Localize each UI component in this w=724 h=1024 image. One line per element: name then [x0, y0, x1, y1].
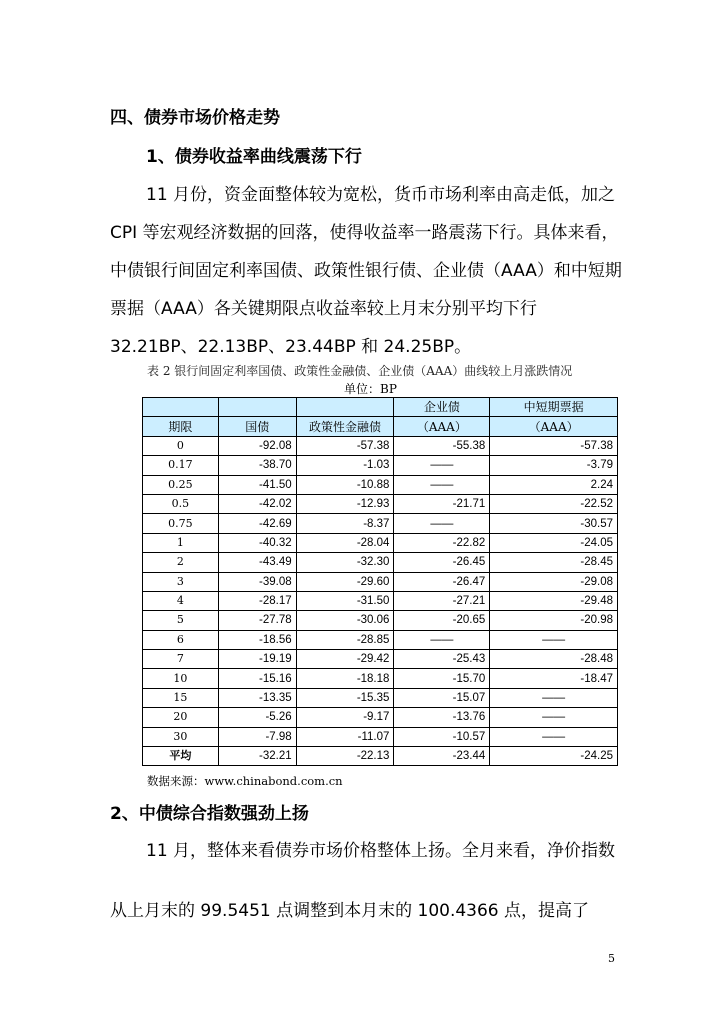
table-row [143, 494, 618, 513]
cell-corp: —— [394, 514, 490, 533]
cell-gov: -43.49 [218, 553, 296, 572]
table-row [143, 475, 618, 494]
cell-gov: -13.35 [218, 688, 296, 707]
cell-term: 20 [143, 708, 219, 727]
cell-gov: -32.21 [218, 747, 296, 766]
cell-mtn: -57.38 [490, 436, 618, 455]
cell-corp: -22.82 [394, 533, 490, 552]
cell-policy: -8.37 [296, 514, 394, 533]
cell-corp: -15.70 [394, 669, 490, 688]
cell-mtn: 2.24 [490, 475, 618, 494]
header-mtn-line1: 中短期票据 [490, 398, 618, 417]
cell-corp: -21.71 [394, 494, 490, 513]
cell-gov: -19.19 [218, 650, 296, 669]
cell-policy: -18.18 [296, 669, 394, 688]
table-row [143, 514, 618, 533]
cell-gov: -15.16 [218, 669, 296, 688]
cell-term: 0.17 [143, 456, 219, 475]
cell-mtn: -28.48 [490, 650, 618, 669]
cell-corp: —— [394, 475, 490, 494]
cell-term: 0.25 [143, 475, 219, 494]
table-row [143, 553, 618, 572]
cell-gov: -41.50 [218, 475, 296, 494]
table-row [143, 650, 618, 669]
cell-corp: -26.47 [394, 572, 490, 591]
cell-policy: -12.93 [296, 494, 394, 513]
cell-corp: -15.07 [394, 688, 490, 707]
cell-term: 平均 [143, 747, 219, 766]
subsection-heading-yield-curve: 1、债券收益率曲线震荡下行 [146, 147, 362, 167]
cell-policy: -11.07 [296, 727, 394, 746]
table-row [143, 747, 618, 766]
cell-term: 0.5 [143, 494, 219, 513]
cell-term: 2 [143, 553, 219, 572]
subsection-heading-composite-index: 2、中债综合指数强劲上扬 [110, 804, 309, 824]
cell-gov: -40.32 [218, 533, 296, 552]
cell-gov: -27.78 [218, 611, 296, 630]
paragraph2-line1: 11 月，整体来看债券市场价格整体上扬。全月来看，净价指数 [146, 841, 616, 861]
cell-mtn: -29.08 [490, 572, 618, 591]
table-row [143, 572, 618, 591]
table-row [143, 591, 618, 610]
header-gov: 国债 [218, 417, 296, 436]
table-row [143, 436, 618, 455]
cell-mtn: —— [490, 727, 618, 746]
cell-term: 0 [143, 436, 219, 455]
table-row [143, 727, 618, 746]
header-blank-term [143, 398, 219, 417]
cell-corp: -10.57 [394, 727, 490, 746]
cell-mtn: -22.52 [490, 494, 618, 513]
cell-term: 6 [143, 630, 219, 649]
cell-term: 1 [143, 533, 219, 552]
paragraph2-line2: 从上月末的 99.5451 点调整到本月末的 100.4366 点，提高了 [110, 901, 590, 921]
cell-policy: -30.06 [296, 611, 394, 630]
cell-term: 3 [143, 572, 219, 591]
header-term: 期限 [143, 417, 219, 436]
cell-policy: -22.13 [296, 747, 394, 766]
paragraph1-line4: 票据（AAA）各关键期限点收益率较上月末分别平均下行 [110, 299, 537, 319]
cell-policy: -57.38 [296, 436, 394, 455]
table-row [143, 688, 618, 707]
cell-mtn: -28.45 [490, 553, 618, 572]
cell-corp: -23.44 [394, 747, 490, 766]
paragraph1-line2: CPI 等宏观经济数据的回落，使得收益率一路震荡下行。具体来看， [110, 223, 619, 243]
section-heading: 四、债券市场价格走势 [110, 108, 280, 128]
cell-corp: -27.21 [394, 591, 490, 610]
cell-mtn: -18.47 [490, 669, 618, 688]
cell-corp: -55.38 [394, 436, 490, 455]
table-caption: 表 2 银行间固定利率国债、政策性金融债、企业债（AAA）曲线较上月涨跌情况 [147, 364, 573, 378]
header-blank-gov [218, 398, 296, 417]
header-corp-line1: 企业债 [394, 398, 490, 417]
cell-term: 4 [143, 591, 219, 610]
cell-term: 10 [143, 669, 219, 688]
cell-mtn: —— [490, 708, 618, 727]
cell-policy: -15.35 [296, 688, 394, 707]
cell-gov: -39.08 [218, 572, 296, 591]
cell-mtn: -24.25 [490, 747, 618, 766]
paragraph1-line5: 32.21BP、22.13BP、23.44BP 和 24.25BP。 [110, 337, 472, 357]
cell-mtn: —— [490, 688, 618, 707]
yield-change-table [142, 397, 618, 766]
table-row [143, 669, 618, 688]
paragraph1-line3: 中债银行间固定利率国债、政策性银行债、企业债（AAA）和中短期 [110, 261, 622, 281]
table-row [143, 456, 618, 475]
cell-mtn: -20.98 [490, 611, 618, 630]
cell-gov: -7.98 [218, 727, 296, 746]
header-policy: 政策性金融债 [296, 417, 394, 436]
cell-term: 30 [143, 727, 219, 746]
header-blank-policy [296, 398, 394, 417]
cell-policy: -32.30 [296, 553, 394, 572]
table-row [143, 708, 618, 727]
cell-policy: -10.88 [296, 475, 394, 494]
table-row [143, 611, 618, 630]
cell-policy: -1.03 [296, 456, 394, 475]
page-number: 5 [608, 952, 615, 965]
cell-policy: -29.60 [296, 572, 394, 591]
cell-corp: -20.65 [394, 611, 490, 630]
cell-policy: -31.50 [296, 591, 394, 610]
cell-mtn: -29.48 [490, 591, 618, 610]
table-row [143, 533, 618, 552]
cell-term: 15 [143, 688, 219, 707]
cell-gov: -28.17 [218, 591, 296, 610]
cell-corp: -25.43 [394, 650, 490, 669]
cell-corp: —— [394, 630, 490, 649]
cell-policy: -28.04 [296, 533, 394, 552]
table-header-row-top [143, 398, 618, 417]
cell-term: 5 [143, 611, 219, 630]
source-note: 数据来源：www.chinabond.com.cn [147, 774, 343, 788]
cell-mtn: —— [490, 630, 618, 649]
table-unit: 单位：BP [344, 382, 397, 396]
cell-term: 7 [143, 650, 219, 669]
cell-gov: -92.08 [218, 436, 296, 455]
cell-policy: -28.85 [296, 630, 394, 649]
cell-term: 0.75 [143, 514, 219, 533]
header-mtn-line2: （AAA） [490, 417, 618, 436]
cell-corp: -13.76 [394, 708, 490, 727]
cell-gov: -18.56 [218, 630, 296, 649]
header-corp-line2: （AAA） [394, 417, 490, 436]
paragraph1-line1: 11 月份，资金面整体较为宽松，货币市场利率由高走低，加之 [146, 185, 616, 205]
cell-gov: -38.70 [218, 456, 296, 475]
cell-mtn: -30.57 [490, 514, 618, 533]
cell-mtn: -24.05 [490, 533, 618, 552]
table-row [143, 630, 618, 649]
cell-policy: -29.42 [296, 650, 394, 669]
cell-corp: -26.45 [394, 553, 490, 572]
cell-mtn: -3.79 [490, 456, 618, 475]
cell-gov: -5.26 [218, 708, 296, 727]
cell-corp: —— [394, 456, 490, 475]
cell-gov: -42.02 [218, 494, 296, 513]
cell-gov: -42.69 [218, 514, 296, 533]
table-header-row-bottom [143, 417, 618, 436]
cell-policy: -9.17 [296, 708, 394, 727]
